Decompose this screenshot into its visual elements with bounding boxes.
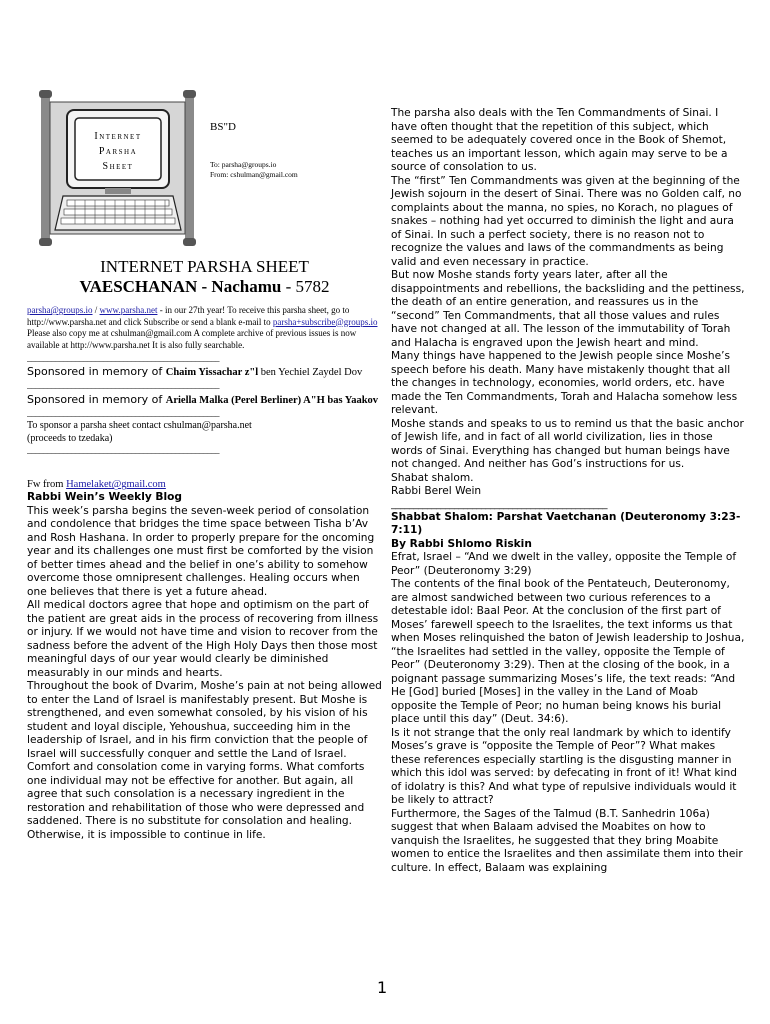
sponsor-contact <box>27 419 382 445</box>
divider-1: ________________________________________________ <box>27 353 219 364</box>
left-article <box>27 491 382 842</box>
paragraph: All medical doctors agree that hope and optimism on the part of the patient are great aids in the process of recovering from illness or injury. If we would not have time and vision to recover from the sadness before the advent of the High Holy Days then those most meaningful days of our year would clearly be diminished measurably in our minds and hearts. <box>27 599 379 679</box>
sign-off: Shabat shalom. <box>391 471 474 484</box>
forward-email-link[interactable]: Hamelaket@gmail.com <box>66 479 166 491</box>
paragraph: Moshe stands and speaks to us to remind us that the basic anchor of Jewish life, and in fact of all world civilization, lies in those words of Sinai. Everything has changed but human beings have not changed. And neither has God’s instructions for us. <box>391 417 744 470</box>
article-divider: ________________________________________________ <box>391 498 607 510</box>
sheet-subtitle <box>27 277 382 297</box>
paragraph: Efrat, Israel – “And we dwelt in the valley, opposite the Temple of Peor” (Deuteronomy 3:29) <box>391 551 737 577</box>
subtitle-year: - 5782 <box>281 277 330 296</box>
sponsor-2 <box>27 393 382 408</box>
sponsor-1-name: Chaim Yissachar z"l <box>165 367 259 379</box>
website-link[interactable]: www.parsha.net <box>99 305 158 315</box>
sponsor-1 <box>27 365 382 380</box>
paragraph: Comfort and consolation come in varying forms. What comforts one individual may not be effective for another. But again, all agree that such consolation is a necessary ingredient in the restoration and rehabilitation of those who were depressed and saddened. There is no substitute for consolation and healing. Otherwise, it is impossible to continue in life. <box>27 761 365 841</box>
info-separator: / <box>92 305 100 315</box>
bsd-label: BS"D <box>210 121 236 133</box>
divider-3: ________________________________________________ <box>27 408 219 419</box>
sponsor-1-rest: ben Yechiel Zaydel Dov <box>258 367 363 379</box>
parsha-scroll-logo <box>35 88 205 248</box>
paragraph: Many things have happened to the Jewish people since Moshe’s speech before his death. Many have mistakenly thought that all the changes in technology, economies, world orders, etc. have made the Ten Commandments, Torah and Halacha somehow less relevant. <box>391 350 738 416</box>
right-column <box>391 107 746 875</box>
header-block <box>27 88 382 248</box>
paragraph: The contents of the final book of the Pentateuch, Deuteronomy, are almost sandwiched between two curious references to a detestable idol: Baal Peor. At the conclusion of the first part of Moses’ farewell speech to the Israelites, the text informs us that when Moses relinquished the baton of Jewish leadership to Joshua, “the Israelites had settled in the valley, opposite the Temple of Peor” (Deuteronomy 3:29). Then at the closing of the book, in a poignant passage summarizing Moses’s life, the text reads: “And He [God] buried [Moses] in the valley in the Land of Moab opposite the Temple of Peor; no human being knows his burial place until this day” (Deut. 34:6). <box>391 578 745 725</box>
paragraph: The parsha also deals with the Ten Commandments of Sinai. I have often thought that the repetition of this subject, which seemed to be adequately covered once in the Book of Shemot, teaches us an important lesson, which again may serve to be a source of consolation to us. <box>391 107 728 173</box>
info-text-1: - in our 27th year! To receive this parsha sheet, go to http://www.parsha.net and click Subscribe or send a blank e-mail to <box>27 305 350 327</box>
paragraph: Furthermore, the Sages of the Talmud (B.T. Sanhedrin 106a) suggest that when Balaam advised the Moabites on how to vanquish the Israelites, he suggested that they bring Moabite women to entice the Israelites and then assimilate them into their culture. In effect, Balaam was explaining <box>391 807 743 874</box>
sponsor-contact-line-1: To sponsor a parsha sheet contact cshulman@parsha.net <box>27 420 252 432</box>
from-line: From: cshulman@gmail.com <box>210 170 298 179</box>
logo-line-1: Internet <box>94 131 142 142</box>
logo-line-3: Sheet <box>102 161 134 172</box>
paragraph: The “first” Ten Commandments was given at the beginning of the Jewish sojourn in the desert of Sinai. There was no Golden calf, no complaints about the manna, no spies, no Korach, no plagues of snakes – nothing had yet occurred to diminish the light and aura of Sinai. In such a perfect society, there is no reason not to recognize the values and laws of the commandments as being valid and even necessary in practice. <box>391 174 742 268</box>
article-2-author: By Rabbi Shlomo Riskin <box>391 537 532 550</box>
paragraph: This week’s parsha begins the seven-week period of consolation and condolence that bridges the time space between Tisha b’Av and Rosh Hashana. In order to properly prepare for the oncoming year and its challenges one must first be comforted by the vision of better times ahead and the belief in one’s ability to somehow overcome those omnipresent challenges. Healing occurs when one believes that there is yet a future ahead. <box>27 504 375 598</box>
paragraph: Throughout the book of Dvarim, Moshe’s pain at not being allowed to enter the Land of Israel is manifestably present. But Moshe is strengthened, and even somewhat consoled, by his vision of his student and loyal disciple, Yehoushua, succeeding him in the leadership of Israel, and in his firm conviction that the people of Israel will successfully conquer and settle the Land of Israel. <box>27 680 382 760</box>
paragraph: But now Moshe stands forty years later, after all the disappointments and rebellions, the backsliding and the pettiness, the death of an entire generation, and reassures us in the “second” Ten Commandments, that all those values and rules have not changed at all. The lesson of the immutability of Torah and Halacha is engraved upon the Jewish heart and mind. <box>391 269 745 349</box>
page-number: 1 <box>377 978 388 997</box>
left-column <box>27 88 382 842</box>
sponsor-2-lead: Sponsored in memory of <box>27 393 166 407</box>
info-text-2: Please also copy me at cshulman@gmail.com A complete archive of previous issues is now available at http://www.parsha.net It is also fully searchable. <box>27 328 357 350</box>
subscription-info <box>27 305 382 351</box>
forward-prefix: Fw from <box>27 479 67 491</box>
paragraph: Is it not strange that the only real landmark by which to identify Moses’s grave is “opposite the Temple of Peor”? What makes these references especially startling is the disgusting manner in which this idol was served: by defecating in front of it! What kind of idolatry is this? And what type of repulsive individuals would it be likely to attract? <box>391 726 737 806</box>
to-from-block <box>210 160 298 180</box>
article-2-heading: Shabbat Shalom: Parshat Vaetchanan (Deuteronomy 3:23-7:11) <box>391 510 741 536</box>
sponsor-2-name: Ariella Malka (Perel Berliner) A"H bas Yaakov <box>165 395 379 407</box>
sponsor-1-lead: Sponsored in memory of <box>27 365 166 379</box>
author-signature: Rabbi Berel Wein <box>391 485 482 497</box>
divider-2: ________________________________________________ <box>27 380 219 391</box>
subtitle-parsha: VAESCHANAN - Nachamu <box>79 277 282 296</box>
sponsor-contact-line-2: (proceeds to tzedaka) <box>27 433 113 445</box>
logo-line-2: Parsha <box>98 146 138 157</box>
divider-4: ________________________________________________ <box>27 445 219 456</box>
to-line: To: parsha@groups.io <box>210 160 277 169</box>
forward-line <box>27 478 382 491</box>
email-link[interactable]: parsha@groups.io <box>27 305 93 315</box>
sheet-title: INTERNET PARSHA SHEET <box>100 257 309 276</box>
article-heading: Rabbi Wein’s Weekly Blog <box>27 491 182 504</box>
subscribe-link[interactable]: parsha+subscribe@groups.io <box>272 316 378 327</box>
